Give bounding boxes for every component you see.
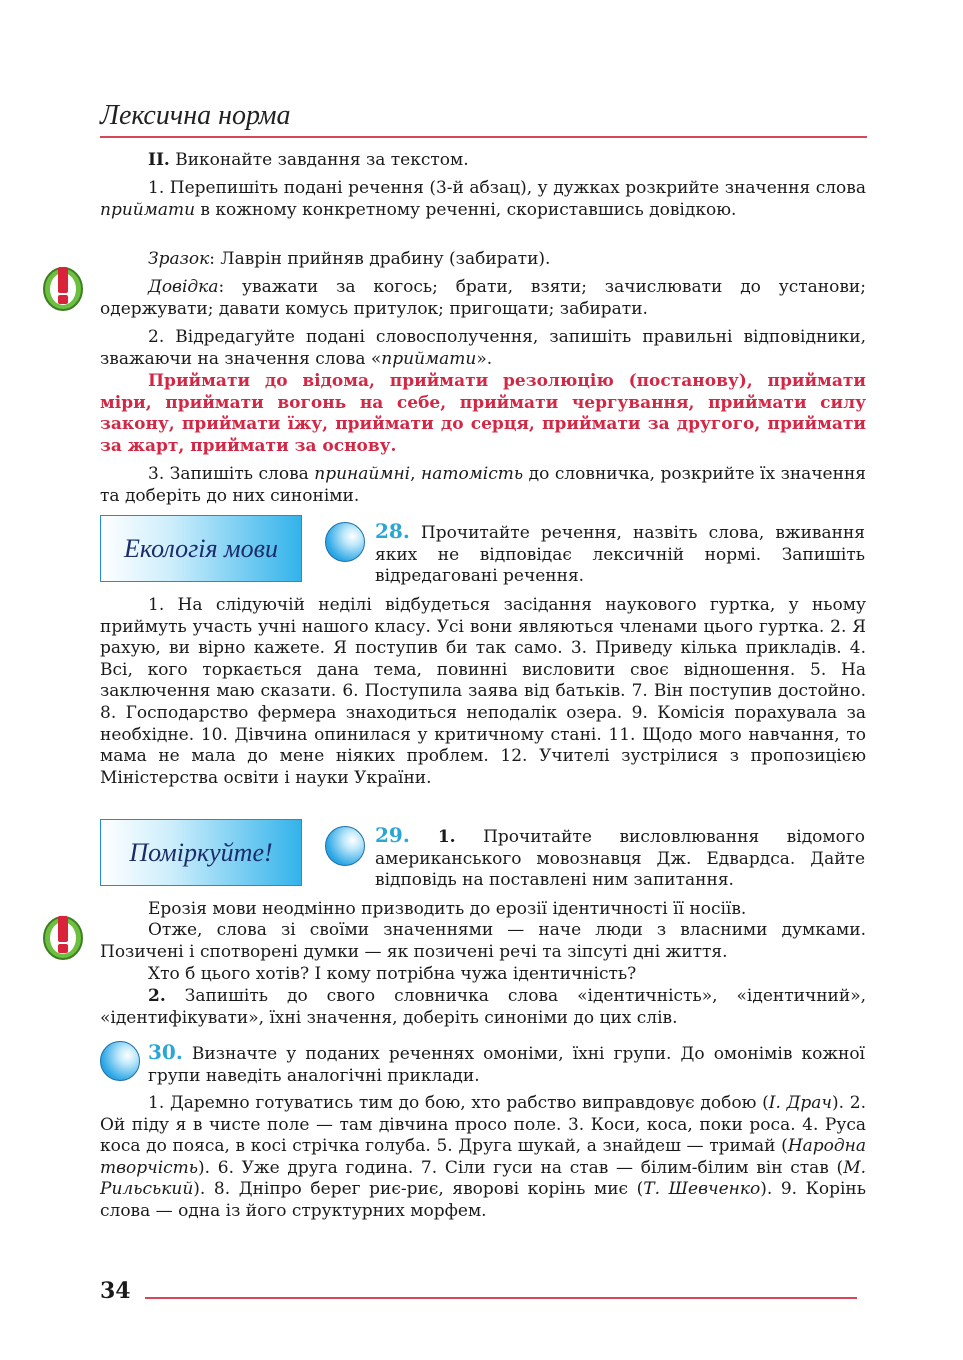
- section-title: Лексична норма: [100, 100, 291, 131]
- task-item-1: 1. Перепишіть подані речення (3-й абзац), у дужках розкрийте значення слова приймати в кожному конкретному реченні, скориставшись довідкою.: [100, 178, 866, 220]
- exercise-28-task: 28. Прочитайте речення, назвіть слова, вживання яких не відповідає лексичній нормі. Запишіть відредаговані речення.: [375, 519, 865, 587]
- task-item-2: 2. Відредагуйте подані словосполучення, запишіть правильні відповідники, зважаючи на значення слова «приймати».: [100, 327, 866, 369]
- exercise-28-text: 1. На слідуючій неділі відбудеться засідання наукового гуртка, у ньому приймуть участь учні нашого класу. Усі вони являються членами цього гуртка. 2. Я рахую, ви вірно кажете. Я поступив би так само. 3. Приведу кілька прикладів. 4. Всі, кого торкається дана тема, повинні висловити своє відношення. 5. На заключення маю сказати. 6. Поступила заява від батьків. 7. Він поступив достойно. 8. Господарство фермера знаходиться неподалік озера. 9. Комісія порахувала за необхідне. 10. Дівчина опинилася у критичному стані. 11. Щодо мого навчання, то мама не мала до мене ніяких проблем. 12. Учителі зустрілися з пропозицією Міністерства освіти і науки України.: [100, 595, 866, 788]
- quote-line-3: Хто б цього хотів? І кому потрібна чужа ідентичність?: [148, 964, 637, 984]
- exercise-circle-icon: [325, 522, 365, 562]
- warning-exclamation-icon: [42, 913, 84, 961]
- warning-exclamation-icon: [42, 264, 84, 312]
- quote-line-2: Отже, слова зі своїми значеннями — наче люди з власними думками. Позичені і спотворені думки — як позичені речі та зіпсуті дні життя.: [100, 920, 866, 962]
- task-intro: ІІ. Виконайте завдання за текстом.: [148, 150, 469, 170]
- task-item-3: 3. Запишіть слова принаймні, натомість до словничка, розкрийте їх значення та доберіть до них синоніми.: [100, 464, 867, 506]
- red-phrases: Приймати до відома, приймати резолюцію (постанову), приймати міри, приймати вогонь на себе, приймати чергування, приймати силу закону, приймати їжу, приймати до серця, приймати за другого, приймати за жарт, приймати за основу.: [100, 371, 866, 456]
- exercise-circle-icon: [100, 1041, 140, 1081]
- think-box: Поміркуйте!: [100, 819, 302, 886]
- exercise-30-task: 30. Визначте у поданих реченнях омоніми, їхні групи. До омонімів кожної групи наведіть аналогічні приклади.: [148, 1040, 865, 1086]
- exercise-circle-icon: [325, 826, 365, 866]
- page-number: 34: [100, 1278, 131, 1304]
- header-divider: [100, 136, 867, 138]
- exercise-30-text: 1. Даремно готуватись тим до бою, хто рабство виправдовує добою (І. Драч). 2. Ой піду я в чисте поле — там дівчина просо поле. 3. Коси, коса, поки роса. 4. Руса коса до пояса, в косі стрічка голуба. 5. Друга шукай, а знайдеш — тримай (Народна творчість). 6. Уже друга година. 7. Сіли гуси на став — білим-білим він став (М. Рильський). 8. Дніпро берег риє-риє, яворові корінь миє (Т. Шевченко). 9. Корінь слова — одна із його структурних морфем.: [100, 1093, 866, 1221]
- sample-line: Зразок: Лаврін прийняв драбину (забирати).: [148, 249, 551, 269]
- quote-line-1: Ерозія мови неодмінно призводить до ерозії ідентичності її носіїв.: [148, 899, 747, 919]
- footer-divider: [145, 1297, 857, 1299]
- exercise-29-part-2: 2. Запишіть до свого словничка слова «ідентичність», «ідентичний», «ідентифікувати», їхні значення, доберіть синоніми до цих слів.: [100, 986, 866, 1028]
- ecology-box: Екологія мови: [100, 515, 302, 582]
- exercise-29-task: 29. 1. Прочитайте висловлювання відомого американського мовознавця Дж. Едвардса. Дайте відповідь на поставлені ним запитання.: [375, 823, 865, 891]
- reference-line: Довідка: уважати за когось; брати, взяти; зачислювати до установи; одержувати; давати комусь притулок; пригощати; забирати.: [100, 277, 866, 319]
